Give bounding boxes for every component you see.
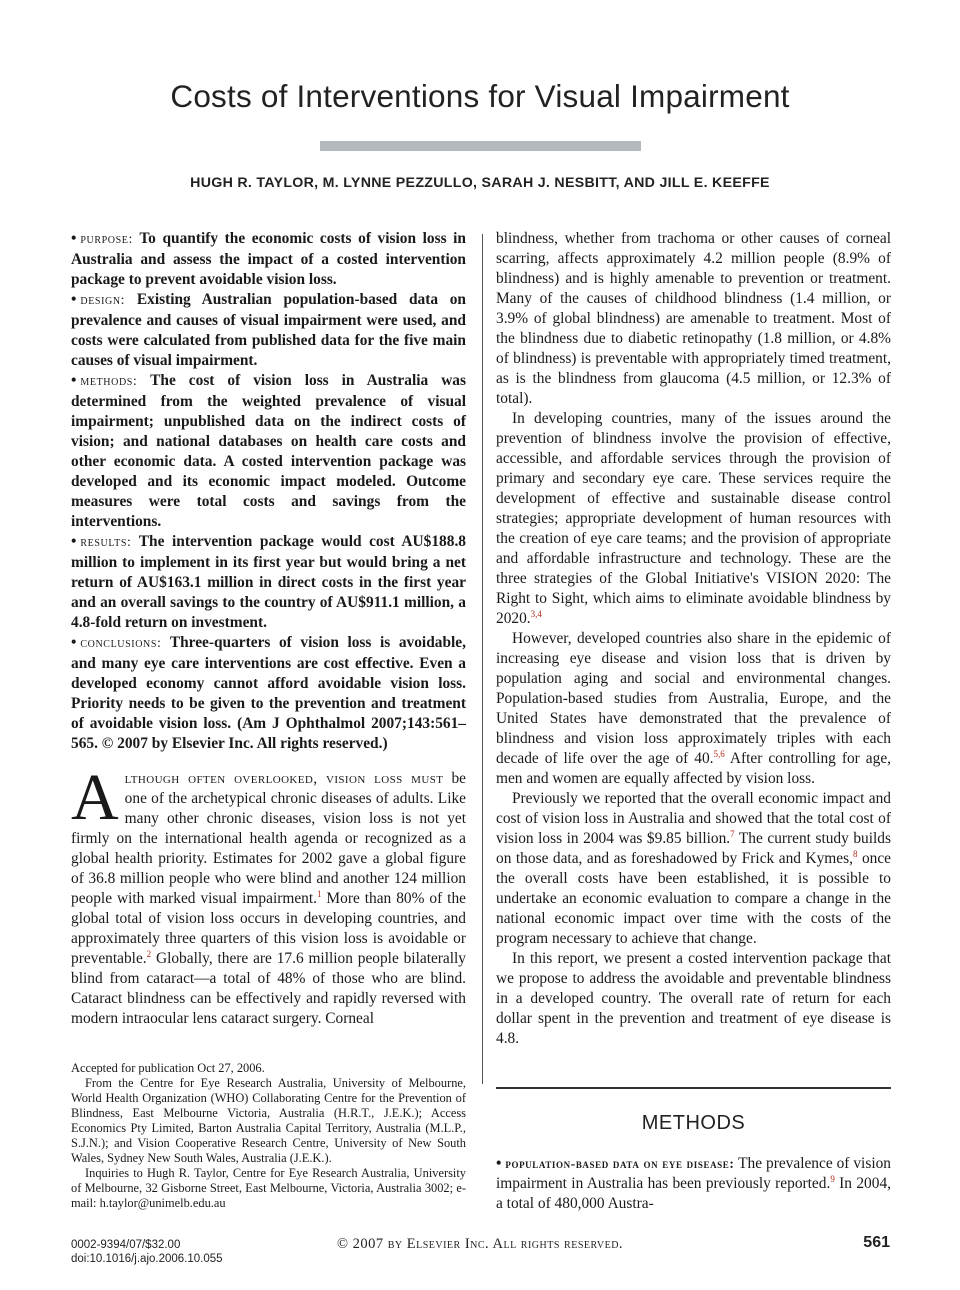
paragraph-text: However, developed countries also share in the epidemic of increasing eye disease and vision loss that is driven by population aging and social and environmental changes. Population-based studies from Australia, Europe, and the United States have demonstrated that the prevalence of blindness and vision loss approximately triples with each decade of life over the age of 40. [496,630,891,767]
body-left-column [71,761,466,1029]
drop-cap: A [71,761,119,834]
results-text: The intervention package would cost AU$188.8 million to implement in its first year but would bring a net return of AU$163.1 million in direct costs in the first year and an overall savings to the country of AU$911.1 million, a 4.8-fold return on investment. [71,533,466,631]
paragraph-text: The current study builds on those data, and as foreshadowed by Frick and Kymes, [496,830,891,867]
conclusions-text: Three-quarters of vision loss is avoidable, and many eye care interventions are cost effective. Even a developed economy cannot afford avoidable vision loss. Priority needs to be given to the prevention and treatment of avoidable vision loss. [71,634,466,732]
bullet-icon: • [71,634,77,651]
paragraph-text: After controlling for age, men and women are equally affected by vision loss. [496,750,891,787]
footnotes [71,1061,466,1211]
design-text: Existing Australian population-based data on prevalence and causes of visual impairment were used, and costs were calculated from published data for the five main causes of visual impairment. [71,291,466,369]
copyright: © 2007 by Elsevier Inc. All rights reserved. [336,1236,624,1252]
bullet-icon: • [71,291,77,308]
reference-link[interactable]: 8 [852,849,858,859]
methods-label: methods: [80,374,138,389]
correspondence: Inquiries to Hugh R. Taylor, Centre for Eye Research Australia, University of Melbourne, 32 Gisborne Street, East Melbourne, Victoria, Australia 3002; e-mail: h.taylor@unimelb.edu.au [71,1166,466,1210]
purpose-label: purpose: [80,232,133,247]
intro-text-b: More than 80% of the global total of vision loss occurs in developing countries, and approximately three quarters of this vision loss is avoidable or preventable. [71,890,466,967]
paragraph-text: once the overall costs have been established, it is possible to undertake an economic evaluation to compare a change in the national economic impact over time with the costs of the program necessary to achieve that change. [496,850,892,947]
results-label: results: [80,535,132,550]
page-number: 561 [863,1234,890,1251]
accepted-date: Accepted for publication Oct 27, 2006. [71,1061,265,1075]
abstract-purpose [71,229,466,290]
doi[interactable]: doi:10.1016/j.ajo.2006.10.055 [71,1253,223,1265]
paragraph-text: In developing countries, many of the issues around the prevention of blindness involve the provision of effective, accessible, and affordable services through the provision of primary and secondary eye care. These services require the development of effective and sustainable disease control strategies; appropriate development of human resources with the creation of eye care teams; and the provision of appropriate and affordable infrastructure and technology. These are the three strategies of the Global Initiative's VISION 2020: The Right to Sight, which aims to eliminate avoidable blindness by 2020. [496,410,891,627]
section-rule [496,1087,891,1089]
purpose-text: To quantify the economic costs of vision loss in Australia and assess the impact of a costed intervention package to prevent avoidable vision loss. [71,230,466,288]
article-title: Costs of Interventions for Visual Impairment [170,78,790,114]
bullet-icon: • [71,533,77,550]
paragraph [496,789,891,949]
body-right-column [496,229,891,1049]
methods-text-b: In 2004, a total of 480,000 Austra- [496,1175,891,1212]
abstract-methods [71,371,466,532]
reference-link[interactable]: 9 [830,1174,835,1184]
intro-paragraph [71,761,466,1029]
bullet-icon: • [496,1155,502,1172]
abstract-conclusions [71,633,466,754]
intro-text-c: Globally, there are 17.6 million people bilaterally blind from cataract—a total of 48% of those who are blind. Cataract blindness can be effectively and rapidly reversed with modern intraocular lens cataract surgery. Corneal [71,950,466,1027]
author-list: HUGH R. TAYLOR, M. LYNNE PEZZULLO, SARAH J. NESBITT, AND JILL E. KEEFFE [190,175,770,191]
bullet-icon: • [71,230,77,247]
paragraph: In this report, we present a costed intervention package that we propose to address the avoidable and preventable blindness in a developed country. The overall rate of return for each dollar spent in the prevention and treatment of eye disease is 4.8. [496,950,891,1047]
abstract-results [71,532,466,633]
methods-paragraph [496,1154,891,1214]
paragraph-text: Previously we reported that the overall economic impact and cost of vision loss in Australia and showed that the total cost of vision loss in 2004 was $9.85 billion. [496,790,891,847]
reference-link[interactable]: 3,4 [530,609,542,619]
abstract-citation: (Am J Ophthalmol 2007;143:561–565. © 2007 by Elsevier Inc. All rights reserved.) [71,715,466,752]
intro-text-a: be one of the archetypical chronic diseases of adults. Like many other chronic diseases, vision loss is not yet firmly on the international health agenda or recognized as a global health priority. Estimates for 2002 gave a global figure of 36.8 million people who were blind and another 124 million people with marked visual impairment. [71,770,466,907]
reference-link[interactable]: 7 [730,829,735,839]
lead-in: lthough often overlooked, vision loss must [124,770,444,787]
bullet-icon: • [71,372,77,389]
methods-text-a: The prevalence of vision impairment in Australia has been previously reported. [496,1155,891,1192]
design-label: design: [80,293,126,308]
methods-heading: METHODS [641,1112,746,1134]
paragraph [496,629,891,789]
paragraph [496,409,891,629]
methods-subhead: population-based data on eye disease: [505,1156,735,1171]
conclusions-label: conclusions: [80,636,162,651]
abstract-design [71,290,466,371]
column-divider [482,234,483,1084]
abstract [71,229,466,754]
title-underline-bar [320,141,641,151]
methods-text: The cost of vision loss in Australia was determined from the weighted prevalence of visual impairment; unpublished data on the indirect costs of vision; and national databases on health care costs and other economic data. A costed intervention package was developed and its economic impact modeled. Outcome measures were total costs and savings from the interventions. [71,372,466,530]
paragraph: blindness, whether from trachoma or other causes of corneal scarring, affects approximately 4.2 million people (8.9% of blindness) and is highly amenable to prevention or treatment. Many of the causes of childhood blindness (1.4 million, or 3.9% of global blindness) are amenable to treatment. Most of the blindness due to diabetic retinopathy (1.8 million, or 4.8% of blindness) is preventable with appropriately timed treatment, as is the blindness from glaucoma (4.5 million, or 12.3% of total). [496,230,891,407]
reference-link[interactable]: 5,6 [713,749,725,759]
reference-link[interactable]: 1 [316,889,322,899]
affiliations: From the Centre for Eye Research Australia, University of Melbourne, World Health Organization (WHO) Collaborating Centre for the Prevention of Blindness, East Melbourne Victoria, Australia (H.R.T., J.E.K.); Access Economics Pty Limited, Barton Australia Capital Territory, Australia (M.L.P., S.J.N.); and Vision Cooperative Research Centre, University of New South Wales, Sydney New South Wales, Australia (J.E.K.). [71,1076,466,1165]
reference-link[interactable]: 2 [146,949,152,959]
issn: 0002-9394/07/$32.00 [71,1239,181,1251]
